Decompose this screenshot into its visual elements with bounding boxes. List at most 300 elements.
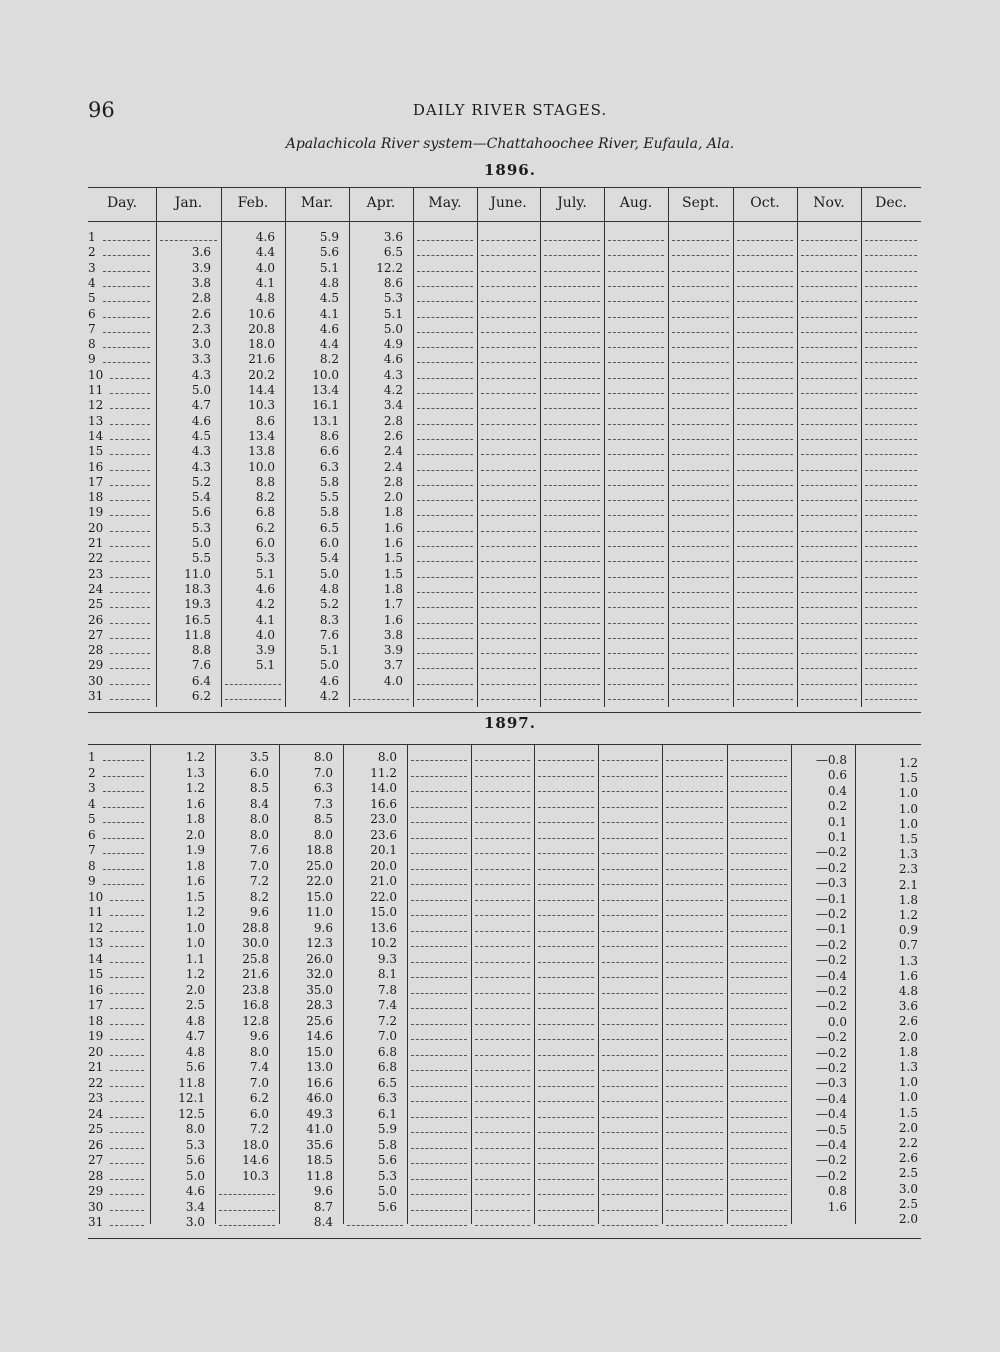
empty-col-11 [801,362,857,363]
empty-col-9 [672,439,729,440]
empty-col-5 [417,301,473,302]
empty-col-9 [666,962,723,963]
cell-dec: 1.5 [898,1105,918,1120]
day-leader [110,993,144,994]
day-label: 22 [88,551,104,566]
day-leader [103,317,150,318]
cell-nov: —0.8 [815,753,847,767]
empty-col-12 [865,362,917,363]
cell-mar: 16.6 [306,1075,333,1090]
cell-jan: 2.6 [191,306,211,321]
cell-apr: 5.1 [383,306,403,321]
day-label: 5 [88,291,96,306]
day-leader [110,638,150,639]
cell-apr: 6.8 [377,1060,397,1074]
cell-mar: 4.5 [319,291,339,306]
empty-col-5 [411,1132,467,1133]
empty-col-5 [411,931,467,932]
cell-dec: 1.5 [898,832,918,846]
empty-col-6 [475,1008,530,1009]
cell-mar: 10.0 [312,367,339,382]
empty-col-9 [672,408,729,409]
empty-col-10 [737,240,793,241]
cell-dec: 1.8 [898,1044,918,1059]
empty-col-8 [602,807,658,808]
empty-col-6 [475,946,530,947]
empty-col-9 [672,301,729,302]
empty-col-9 [672,500,729,501]
empty-col-12 [865,347,917,348]
empty-col-5 [411,977,467,978]
empty-col-7 [538,1008,594,1009]
cell-apr: 1.5 [383,551,403,566]
empty-col-12 [865,623,917,624]
cell-mar: 4.6 [319,673,339,688]
empty-col-5 [417,500,473,501]
empty-col-7 [538,1163,594,1164]
cell-nov: —0.2 [815,1045,847,1060]
empty-col-6 [475,1055,530,1056]
day-leader [110,1039,144,1040]
day-leader [110,653,150,654]
cell-dec: 2.5 [898,1166,918,1181]
empty-col-9 [666,838,723,839]
empty-col-6 [481,531,536,532]
cell-dec: 2.6 [898,1014,918,1029]
cell-jan: 4.7 [185,1029,205,1043]
empty-col-10 [737,592,793,593]
empty-col-9 [666,869,723,870]
cell-feb: 20.2 [248,367,275,382]
cell-jan: 2.0 [185,827,205,842]
cell-nov: —0.2 [815,1061,847,1075]
empty-col-9 [672,699,729,700]
empty-col-9 [672,638,729,639]
cell-mar: 8.0 [313,750,333,764]
cell-jan: 2.5 [185,998,205,1012]
empty-col-11 [801,317,857,318]
col-rule-1896-11 [797,187,798,707]
column-header-june: June. [490,195,527,211]
empty-col-6 [475,838,530,839]
day-leader [110,500,150,501]
cell-feb: 8.2 [255,490,275,505]
day-label: 2 [88,245,96,260]
empty-col-8 [602,1055,658,1056]
empty-col-5 [411,993,467,994]
empty-col-6 [475,1225,530,1226]
cell-nov: —0.2 [815,845,847,860]
cell-apr: 7.8 [377,982,397,997]
empty-col-9 [672,531,729,532]
empty-col-12 [865,408,917,409]
empty-col-12 [865,561,917,562]
cell-feb: 4.1 [255,275,275,290]
empty-col-8 [602,791,658,792]
day-leader [110,668,150,669]
cell-mar: 28.3 [306,998,333,1012]
cell-jan: 5.3 [185,1137,205,1152]
cell-nov: 0.8 [827,1184,847,1199]
day-leader [110,424,150,425]
cell-feb: 4.0 [255,260,275,275]
empty-col-7 [544,592,600,593]
cell-apr: 1.6 [383,520,403,535]
empty-col-11 [801,347,857,348]
cell-mar: 6.0 [319,536,339,550]
cell-apr: 1.7 [383,597,403,612]
day-label: 29 [88,658,104,673]
empty-col-5 [417,668,473,669]
col-rule-1896-10 [733,187,734,707]
empty-col-6 [475,1024,530,1025]
cell-nov: —0.2 [815,1030,847,1045]
running-head: DAILY RIVER STAGES. [412,101,608,119]
empty-col-7 [538,1132,594,1133]
empty-col-7 [544,577,600,578]
cell-mar: 7.6 [319,627,339,642]
cell-mar: 12.3 [306,936,333,950]
empty-col-9 [672,668,729,669]
empty-col-10 [737,454,793,455]
day-label: 7 [88,843,96,857]
cell-apr: 1.6 [383,612,403,627]
col-rule-1897-7 [534,744,535,1224]
empty-col-11 [801,515,857,516]
cell-dec: 1.0 [898,801,918,816]
empty-col-10 [731,1008,787,1009]
cell-feb: 6.0 [255,536,275,550]
empty-col-5 [417,515,473,516]
empty-col-5 [411,853,467,854]
day-leader [110,1210,144,1211]
empty-col-10 [731,900,787,901]
cell-dec: 1.6 [898,968,918,983]
empty-col-5 [417,623,473,624]
cell-mar: 13.1 [312,413,339,428]
day-leader [110,546,150,547]
cell-jan: 5.0 [191,383,211,397]
cell-feb: 13.8 [248,444,275,459]
day-label: 14 [88,428,104,443]
cell-dec: 1.3 [898,847,918,862]
cell-jan: 5.0 [185,1168,205,1183]
empty-col-8 [602,776,658,777]
empty-feb [225,699,281,700]
empty-col-5 [411,1070,467,1071]
empty-col-8 [602,1210,658,1211]
cell-apr: 8.0 [377,750,397,764]
day-leader [110,1163,144,1164]
cell-apr: 6.1 [377,1106,397,1121]
day-leader [110,454,150,455]
empty-col-8 [602,1148,658,1149]
cell-apr: 8.1 [377,967,397,981]
column-header-apr: Apr. [366,195,396,211]
empty-col-12 [865,286,917,287]
day-label: 5 [88,812,96,826]
empty-apr [353,699,409,700]
empty-col-6 [481,623,536,624]
empty-col-5 [411,791,467,792]
empty-col-7 [544,240,600,241]
cell-feb: 4.1 [255,612,275,627]
cell-jan: 4.6 [185,1184,205,1198]
empty-col-7 [538,776,594,777]
cell-jan: 1.1 [185,951,205,966]
empty-col-5 [417,470,473,471]
cell-feb: 7.2 [249,1122,269,1136]
cell-apr: 4.3 [383,367,403,382]
empty-col-7 [538,1070,594,1071]
cell-mar: 7.3 [313,796,333,811]
empty-col-8 [602,915,658,916]
cell-nov: —0.2 [815,860,847,875]
empty-col-7 [544,439,600,440]
day-label: 22 [88,1075,104,1090]
cell-mar: 18.8 [306,843,333,857]
empty-col-7 [544,699,600,700]
cell-mar: 4.8 [319,581,339,596]
cell-jan: 1.2 [185,967,205,981]
empty-col-5 [417,439,473,440]
cell-feb: 7.6 [249,843,269,857]
empty-col-10 [731,931,787,932]
day-leader [110,977,144,978]
day-label: 10 [88,889,104,904]
empty-col-9 [672,393,729,394]
cell-dec: 4.8 [898,984,918,998]
empty-col-11 [801,439,857,440]
cell-feb: 5.3 [255,551,275,566]
cell-feb: 25.8 [242,951,269,966]
empty-col-10 [731,946,787,947]
empty-col-5 [411,1024,467,1025]
empty-col-9 [666,1210,723,1211]
empty-col-10 [737,515,793,516]
cell-jan: 4.3 [191,444,211,459]
empty-col-8 [608,577,664,578]
cell-nov: —0.3 [815,876,847,891]
empty-col-9 [672,653,729,654]
empty-col-8 [608,240,664,241]
empty-col-7 [544,515,600,516]
empty-col-5 [411,915,467,916]
day-leader [103,332,150,333]
empty-col-12 [865,301,917,302]
cell-jan: 5.0 [191,536,211,550]
empty-col-10 [737,271,793,272]
empty-col-7 [544,286,600,287]
empty-col-8 [602,993,658,994]
cell-apr: 5.0 [377,1184,397,1198]
empty-col-5 [417,684,473,685]
day-leader [103,884,144,885]
cell-dec: 1.5 [898,771,918,786]
cell-dec: 2.0 [898,1029,918,1044]
cell-apr: 2.8 [383,413,403,428]
empty-col-7 [538,1194,594,1195]
cell-feb: 8.6 [255,413,275,428]
empty-col-7 [538,1210,594,1211]
cell-dec: 2.6 [898,1151,918,1166]
day-leader [110,946,144,947]
empty-col-7 [538,1055,594,1056]
cell-feb: 6.0 [249,765,269,780]
cell-apr: 5.3 [383,291,403,306]
cell-jan: 3.3 [191,352,211,367]
rule-3 [88,1238,921,1239]
empty-col-10 [737,393,793,394]
cell-mar: 8.6 [319,428,339,443]
cell-feb: 5.1 [255,566,275,581]
cell-jan: 5.6 [185,1153,205,1167]
cell-apr: 20.1 [370,843,397,857]
empty-col-9 [666,1148,723,1149]
empty-col-11 [801,668,857,669]
cell-jan: 4.7 [191,398,211,413]
cell-mar: 5.8 [319,474,339,489]
col-rule-1896-9 [668,187,669,707]
empty-col-7 [538,1101,594,1102]
empty-col-10 [731,1117,787,1118]
cell-mar: 9.6 [313,920,333,935]
empty-col-12 [865,439,917,440]
empty-col-10 [731,776,787,777]
empty-col-11 [801,332,857,333]
day-label: 19 [88,505,104,520]
day-leader [110,1024,144,1025]
empty-col-5 [417,485,473,486]
cell-jan: 1.9 [185,843,205,857]
empty-col-6 [475,931,530,932]
day-label: 14 [88,951,104,966]
empty-col-6 [481,561,536,562]
cell-mar: 5.6 [319,245,339,260]
empty-col-5 [411,1055,467,1056]
empty-col-8 [608,607,664,608]
cell-apr: 9.3 [377,951,397,966]
cell-apr: 5.9 [377,1122,397,1136]
empty-col-7 [544,347,600,348]
day-leader [110,1117,144,1118]
cell-feb: 18.0 [242,1137,269,1152]
day-leader [110,684,150,685]
empty-col-6 [481,439,536,440]
empty-col-5 [417,424,473,425]
cell-nov: 0.6 [827,768,847,783]
empty-col-7 [538,1225,594,1226]
cell-feb: 6.8 [255,505,275,520]
cell-mar: 11.0 [306,905,333,919]
day-label: 28 [88,1168,104,1183]
cell-apr: 6.5 [383,245,403,260]
cell-jan: 1.3 [185,765,205,780]
day-label: 8 [88,858,96,873]
empty-col-7 [538,962,594,963]
cell-nov: —0.2 [815,1168,847,1183]
cell-jan: 7.6 [191,658,211,673]
empty-col-12 [865,531,917,532]
column-header-dec: Dec. [875,195,907,211]
empty-col-5 [411,822,467,823]
empty-col-11 [801,378,857,379]
empty-col-7 [538,853,594,854]
cell-jan: 5.2 [191,474,211,489]
empty-col-8 [608,638,664,639]
empty-col-11 [801,470,857,471]
cell-apr: 22.0 [370,889,397,904]
empty-col-8 [602,884,658,885]
cell-jan: 2.3 [191,321,211,336]
cell-feb: 7.4 [249,1060,269,1074]
day-leader [110,1086,144,1087]
empty-col-8 [608,592,664,593]
empty-col-11 [801,408,857,409]
empty-col-5 [411,962,467,963]
cell-feb: 14.6 [242,1153,269,1167]
empty-col-8 [608,332,664,333]
day-leader [110,1179,144,1180]
rule-header-bottom-1897 [88,744,921,745]
day-label: 18 [88,1013,104,1028]
empty-col-7 [538,791,594,792]
cell-dec: 2.1 [898,877,918,892]
empty-col-9 [666,931,723,932]
empty-col-7 [544,255,600,256]
empty-col-5 [417,577,473,578]
cell-apr: 8.6 [383,275,403,290]
cell-jan: 4.5 [191,428,211,443]
empty-col-8 [608,301,664,302]
empty-col-11 [801,653,857,654]
empty-col-6 [475,853,530,854]
empty-col-6 [481,347,536,348]
cell-apr: 5.6 [377,1199,397,1214]
cell-nov: —0.2 [815,907,847,921]
cell-apr: 2.4 [383,459,403,474]
cell-apr: 15.0 [370,905,397,919]
day-label: 16 [88,459,104,474]
cell-apr: 23.0 [370,812,397,826]
empty-col-8 [608,362,664,363]
empty-col-6 [475,915,530,916]
day-label: 25 [88,1122,104,1136]
empty-col-10 [731,962,787,963]
empty-col-9 [672,546,729,547]
day-label: 20 [88,1044,104,1059]
day-label: 13 [88,413,104,428]
cell-jan: 4.8 [185,1044,205,1059]
cell-feb: 7.0 [249,858,269,873]
column-header-mar: Mar. [300,195,334,211]
empty-col-9 [666,915,723,916]
empty-col-8 [608,668,664,669]
empty-col-9 [666,1163,723,1164]
empty-col-8 [608,408,664,409]
cell-mar: 7.0 [313,765,333,780]
day-label: 13 [88,936,104,950]
day-label: 12 [88,398,104,413]
day-leader [103,822,144,823]
empty-col-8 [608,500,664,501]
cell-nov: —0.5 [815,1122,847,1137]
cell-feb: 7.0 [249,1075,269,1090]
empty-col-7 [544,485,600,486]
cell-jan: 4.8 [185,1013,205,1028]
cell-nov: —0.2 [815,984,847,998]
cell-apr: 23.6 [370,827,397,842]
